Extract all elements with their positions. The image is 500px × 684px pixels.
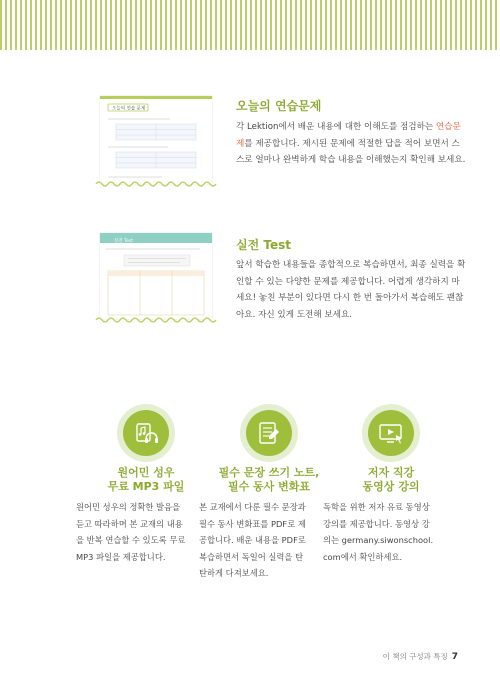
feature-title-mp3: 원어민 성우 무료 MP3 파일 [107, 466, 185, 493]
footer-label: 이 책의 구성과 특징 [382, 652, 448, 661]
test-section-body [236, 257, 468, 323]
practice-section-title: 오늘의 연습문제 [236, 99, 322, 113]
video-lecture-icon [368, 410, 414, 456]
body-line: 각 Lektion에서 배운 내용에 대한 이해도를 점검하는 연습문 [236, 122, 461, 132]
practice-page-preview-graphic [100, 99, 212, 184]
practice-section-body [236, 119, 468, 169]
highlight-text: 연습문 [435, 122, 461, 132]
feature-body-video: 독학을 위한 저자 유료 동영상 강의를 제공합니다. 동영상 강 의는 germany.siwonschool. com에서 확인하세요. [323, 502, 434, 562]
page-number: 7 [451, 652, 458, 662]
thumb-title: 오늘의 연습 문제 [112, 106, 146, 112]
body-line: 제를 제공합니다. 제시된 문제에 적절한 답을 적어 보면서 스 [236, 138, 460, 149]
thumb-title: 실전 Test [114, 239, 133, 244]
body-line: 스로 얼마나 완벽하게 학습 내용을 이해했는지 확인해 보세요. [236, 155, 466, 165]
test-section-title: 실전 Test [236, 238, 291, 252]
body-line: 인할 수 있는 다양한 문제를 제공합니다. 어렵게 생각하지 마 [236, 276, 460, 287]
test-page-thumbnail [100, 233, 212, 319]
top-stripe-decoration [0, 0, 500, 50]
feature-body-notes: 본 교재에서 다룬 필수 문장과 필수 동사 변화표를 PDF로 제 공합니다. 배운 내용을 PDF로 복습하면서 독일어 실력을 탄 탄하게 다져보세요. [199, 502, 306, 578]
test-page-preview-graphic [100, 239, 212, 319]
document-writing-icon [246, 410, 292, 456]
body-line: 앞서 학습한 내용들을 종합적으로 복습하면서, 최종 실력을 확 [236, 260, 466, 270]
feature-title-video: 저자 직강 동영상 강의 [362, 466, 420, 493]
highlight-text: 제 [236, 138, 245, 149]
wavy-divider [96, 180, 218, 188]
headphones-music-icon [123, 410, 169, 456]
body-line: 아요. 자신 있게 도전해 보세요. [236, 309, 353, 320]
practice-page-thumbnail [100, 96, 212, 184]
page-footer [330, 651, 458, 662]
wavy-divider [96, 316, 218, 324]
body-line: 세요! 놓친 부분이 있다면 다시 한 번 돌아가서 복습해도 괜찮 [236, 293, 464, 303]
feature-body-mp3: 원어민 성우의 정확한 발음을 듣고 따라하며 본 교재의 내용 을 반복 연습할 수 있도록 무료 MP3 파일을 제공합니다. [76, 502, 186, 562]
feature-title-notes: 필수 문장 쓰기 노트, 필수 동사 변화표 [218, 466, 320, 493]
